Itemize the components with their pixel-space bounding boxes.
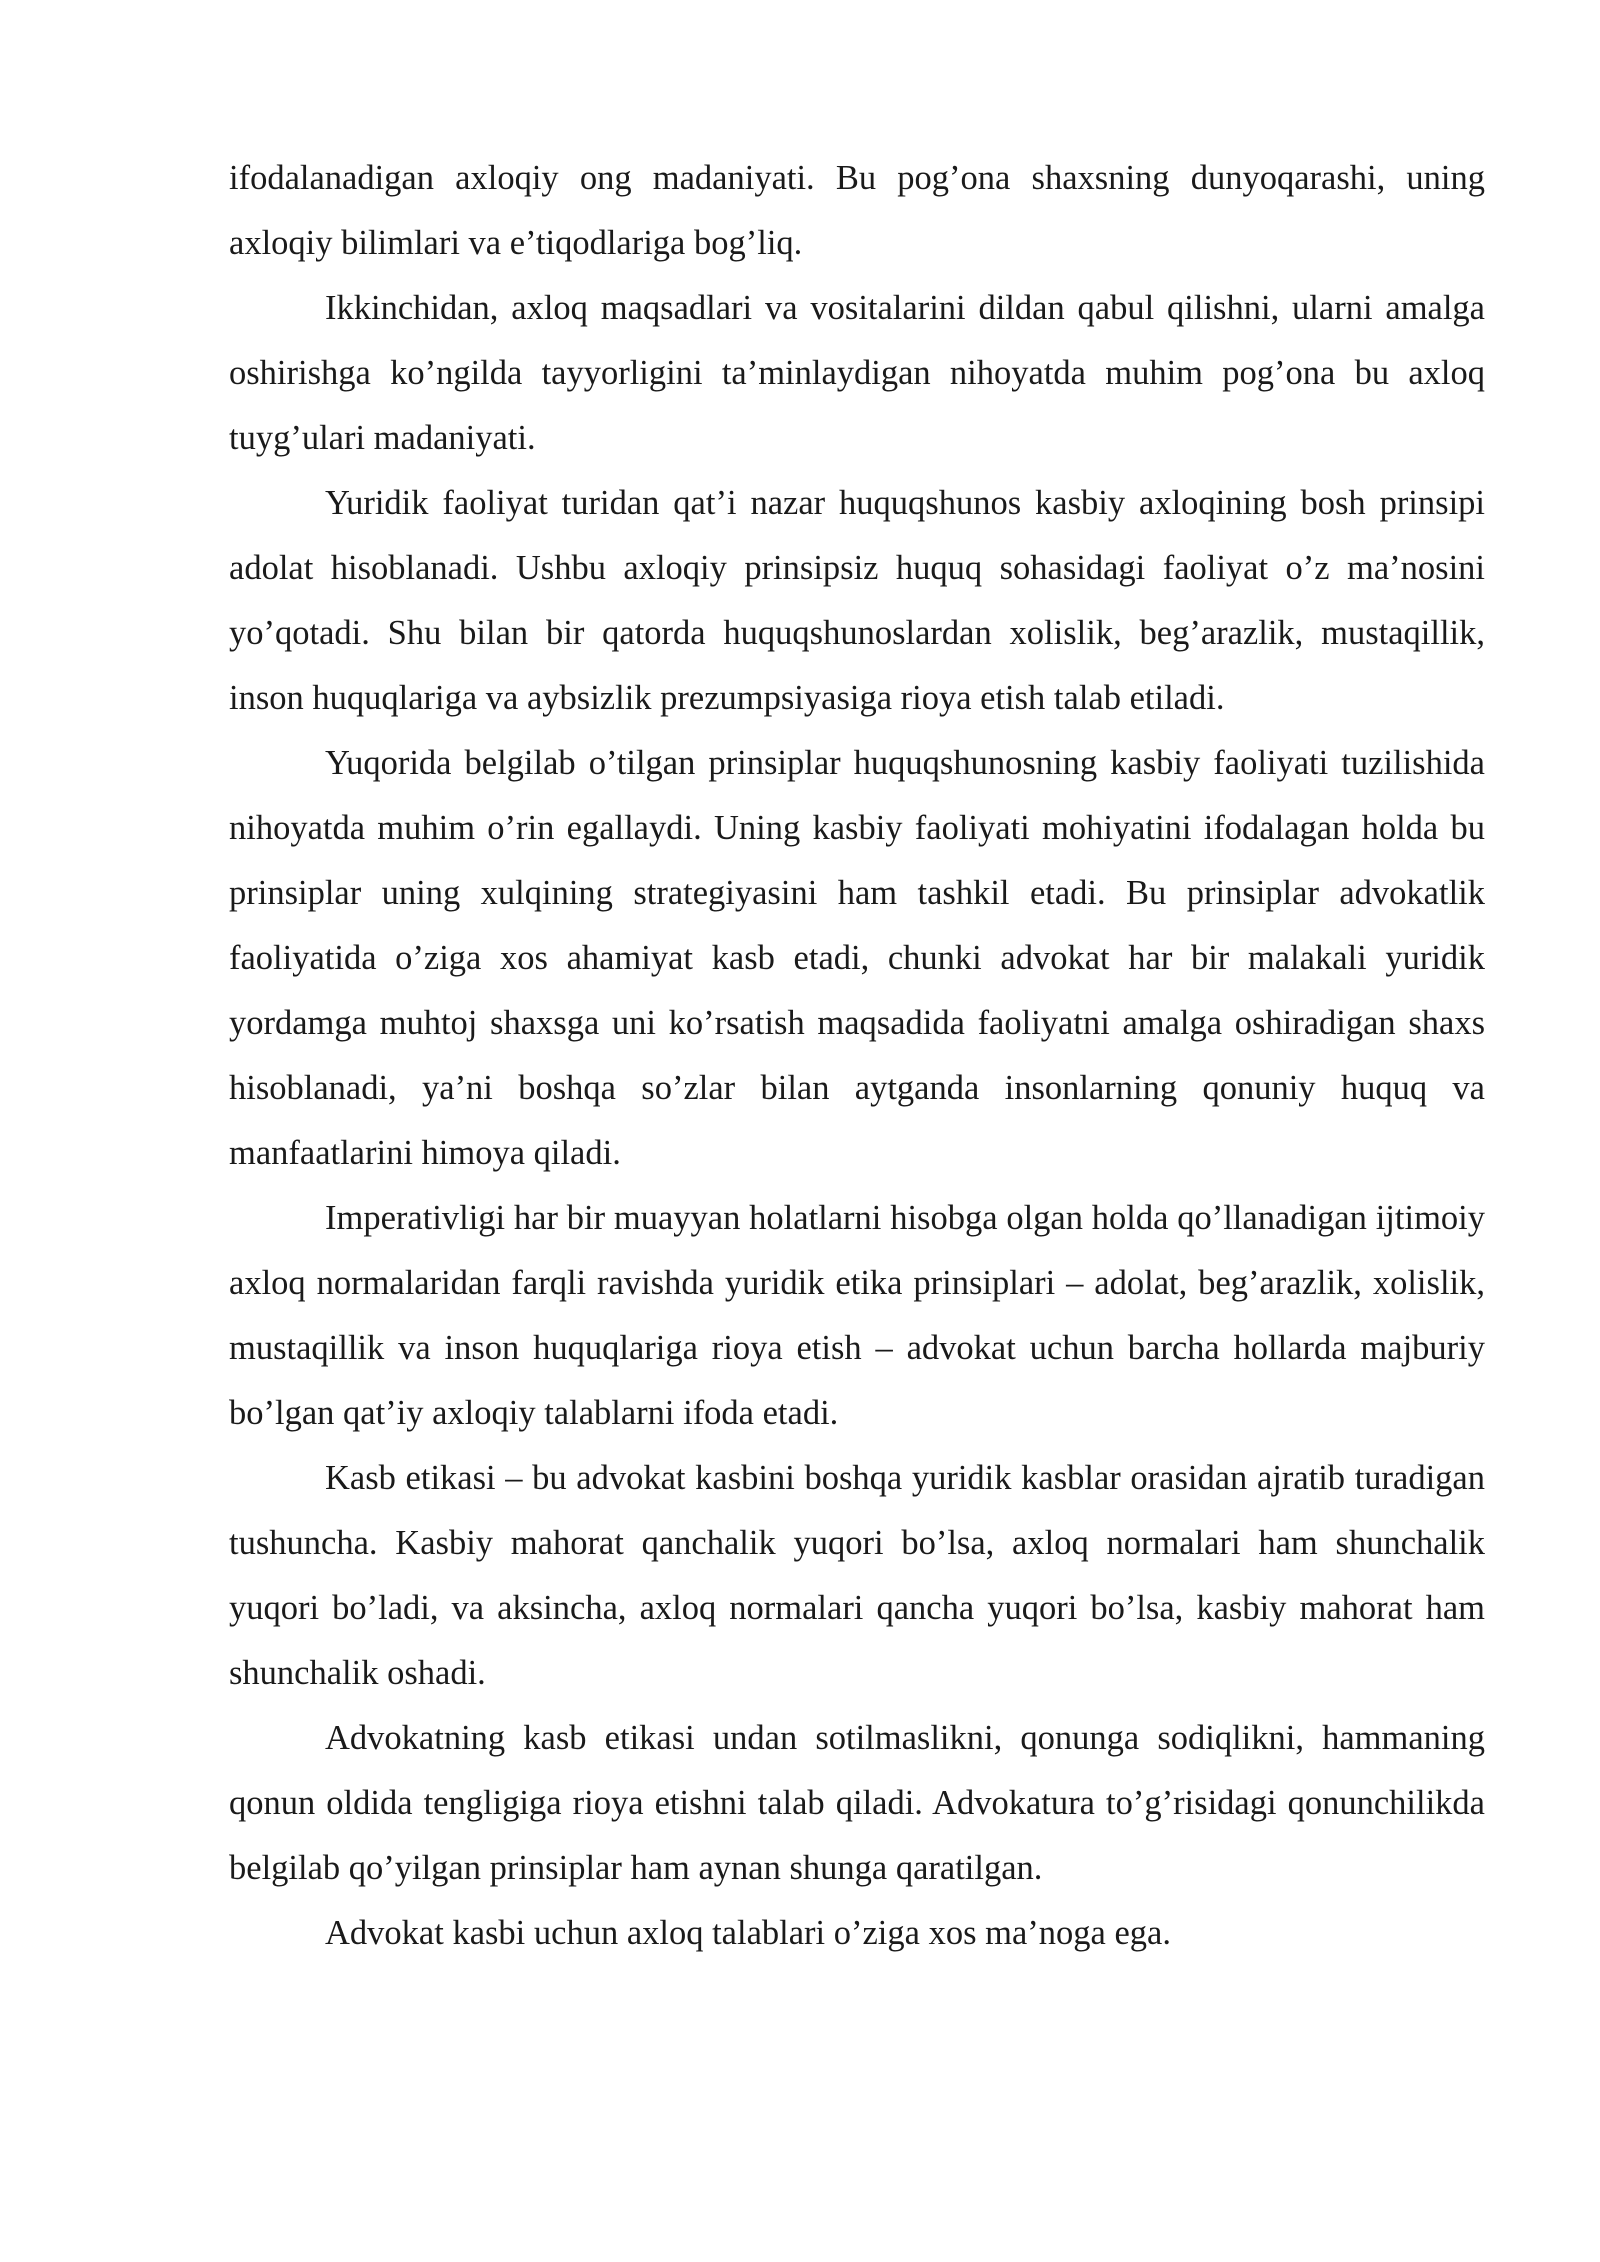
paragraph: Advokatning kasb etikasi undan sotilmaslikni, qonunga sodiqlikni, hammaning qonun oldida tengligiga rioya etishni talab qiladi. Advokatura to’g’risidagi qonunchilikda belgilab qo’yilgan prinsiplar ham aynan shunga qaratilgan. (229, 1719, 1485, 1887)
paragraph: Ikkinchidan, axloq maqsadlari va vositalarini dildan qabul qilishni, ularni amalga oshirishga ko’ngilda tayyorligini ta’minlaydigan nihoyatda muhim pog’ona bu axloq tuyg’ulari madaniyati. (229, 289, 1485, 457)
paragraph: Yuridik faoliyat turidan qat’i nazar huquqshunos kasbiy axloqining bosh prinsipi adolat hisoblanadi. Ushbu axloqiy prinsipsiz huquq sohasidagi faoliyat o’z ma’nosini yo’qotadi. Shu bilan bir qatorda huquqshunoslardan xolislik, beg’arazlik, mustaqillik, inson huquqlariga va aybsizlik prezumpsiyasiga rioya etish talab etiladi. (229, 484, 1485, 717)
paragraph-final: Advokat kasbi uchun axloq talablari o’ziga xos ma’noga ega. (325, 1914, 1171, 1952)
paragraph: Imperativligi har bir muayyan holatlarni hisobga olgan holda qo’llanadigan ijtimoiy axloq normalaridan farqli ravishda yuridik etika prinsiplari – adolat, beg’arazlik, xolislik, mustaqillik va inson huquqlariga rioya etish – advokat uchun barcha hollarda majburiy bo’lgan qat’iy axloqiy talablarni ifoda etadi. (229, 1199, 1485, 1432)
paragraph: Yuqorida belgilab o’tilgan prinsiplar huquqshunosning kasbiy faoliyati tuzilishida nihoyatda muhim o’rin egallaydi. Uning kasbiy faoliyati mohiyatini ifodalagan holda bu prinsiplar uning xulqining strategiyasini ham tashkil etadi. Bu prinsiplar advokatlik faoliyatida o’ziga xos ahamiyat kasb etadi, chunki advokat har bir malakali yuridik yordamga muhtoj shaxsga uni ko’rsatish maqsadida faoliyatni amalga oshiradigan shaxs hisoblanadi, ya’ni boshqa so’zlar bilan aytganda insonlarning qonuniy huquq va manfaatlarini himoya qiladi. (229, 744, 1485, 1172)
paragraph: Kasb etikasi – bu advokat kasbini boshqa yuridik kasblar orasidan ajratib turadigan tushuncha. Kasbiy mahorat qanchalik yuqori bo’lsa, axloq normalari ham shunchalik yuqori bo’ladi, va aksincha, axloq normalari qancha yuqori bo’lsa, kasbiy mahorat ham shunchalik oshadi. (229, 1459, 1485, 1692)
paragraph-continued: ifodalanadigan axloqiy ong madaniyati. Bu pog’ona shaxsning dunyoqarashi, uning axloqiy bilimlari va e’tiqodlariga bog’liq. (229, 159, 1485, 262)
document-body (229, 146, 1485, 1966)
